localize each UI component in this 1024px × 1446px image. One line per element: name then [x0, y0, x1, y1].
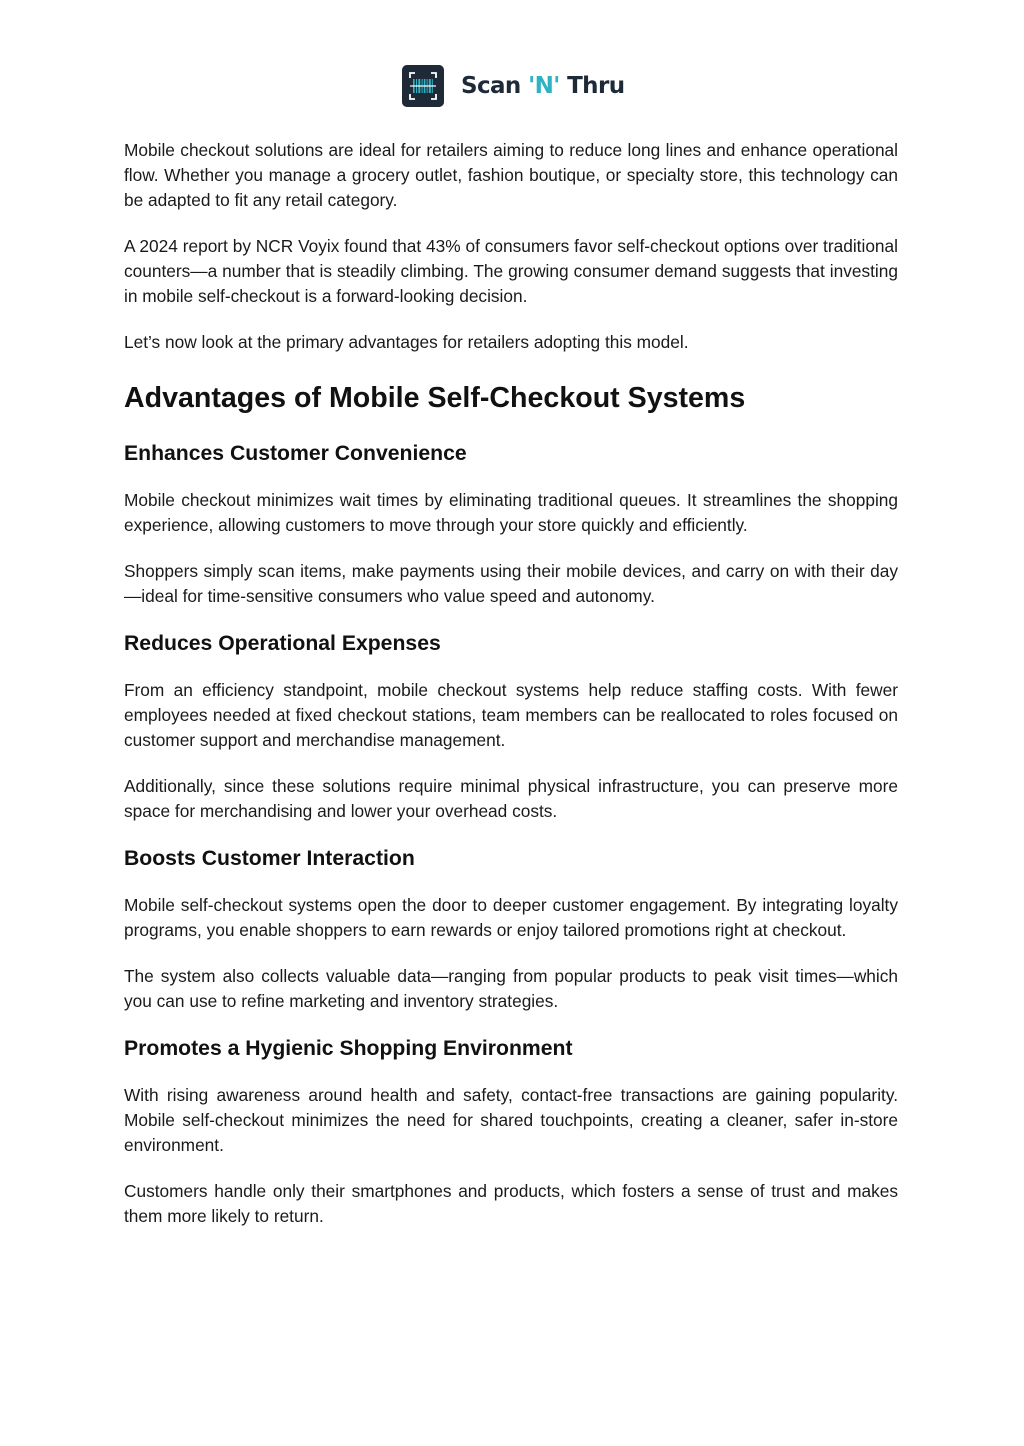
body-paragraph: Customers handle only their smartphones and products, which fosters a sense of trust and makes them more likely to return.: [124, 1181, 898, 1226]
section-title: Advantages of Mobile Self-Checkout Systems: [124, 382, 746, 414]
subsection-heading: Boosts Customer Interaction: [124, 847, 415, 870]
brand-name: [461, 73, 624, 99]
body-paragraph: Mobile self-checkout systems open the door to deeper customer engagement. By integrating loyalty programs, you enable shoppers to earn rewards or enjoy tailored promotions right at checkout.: [124, 895, 898, 940]
subsection-heading: Enhances Customer Convenience: [124, 442, 467, 465]
barcode-scan-icon: [402, 65, 444, 107]
body-paragraph: Mobile checkout minimizes wait times by eliminating traditional queues. It streamlines the shopping experience, allowing customers to move through your store quickly and efficiently.: [124, 490, 898, 535]
body-paragraph: Shoppers simply scan items, make payments using their mobile devices, and carry on with their day—ideal for time-sensitive consumers who value speed and autonomy.: [124, 561, 898, 606]
brand-name-suffix: Thru: [567, 73, 625, 99]
brand-name-accent: 'N': [528, 73, 560, 99]
intro-paragraph: Let’s now look at the primary advantages for retailers adopting this model.: [124, 332, 689, 352]
body-paragraph: From an efficiency standpoint, mobile checkout systems help reduce staffing costs. With fewer employees needed at fixed checkout stations, team members can be reallocated to roles focused on customer support and merchandise management.: [124, 680, 898, 750]
article-body: [124, 138, 898, 1250]
brand-name-main: Scan: [461, 73, 521, 99]
body-paragraph: The system also collects valuable data—ranging from popular products to peak visit times—which you can use to refine marketing and inventory strategies.: [124, 966, 898, 1011]
body-paragraph: Additionally, since these solutions require minimal physical infrastructure, you can preserve more space for merchandising and lower your overhead costs.: [124, 776, 898, 821]
subsection-heading: Promotes a Hygienic Shopping Environment: [124, 1037, 573, 1060]
subsection-heading: Reduces Operational Expenses: [124, 632, 441, 655]
intro-paragraph: A 2024 report by NCR Voyix found that 43% of consumers favor self-checkout options over traditional counters—a number that is steadily climbing. The growing consumer demand suggests that investing in mobile self-checkout is a forward-looking decision.: [124, 236, 898, 306]
brand-logo: [402, 65, 624, 107]
intro-paragraph: Mobile checkout solutions are ideal for retailers aiming to reduce long lines and enhance operational flow. Whether you manage a grocery outlet, fashion boutique, or specialty store, this technology can be adapted to fit any retail category.: [124, 140, 898, 210]
body-paragraph: With rising awareness around health and safety, contact-free transactions are gaining popularity. Mobile self-checkout minimizes the need for shared touchpoints, creating a cleaner, safer in-store environment.: [124, 1085, 898, 1155]
